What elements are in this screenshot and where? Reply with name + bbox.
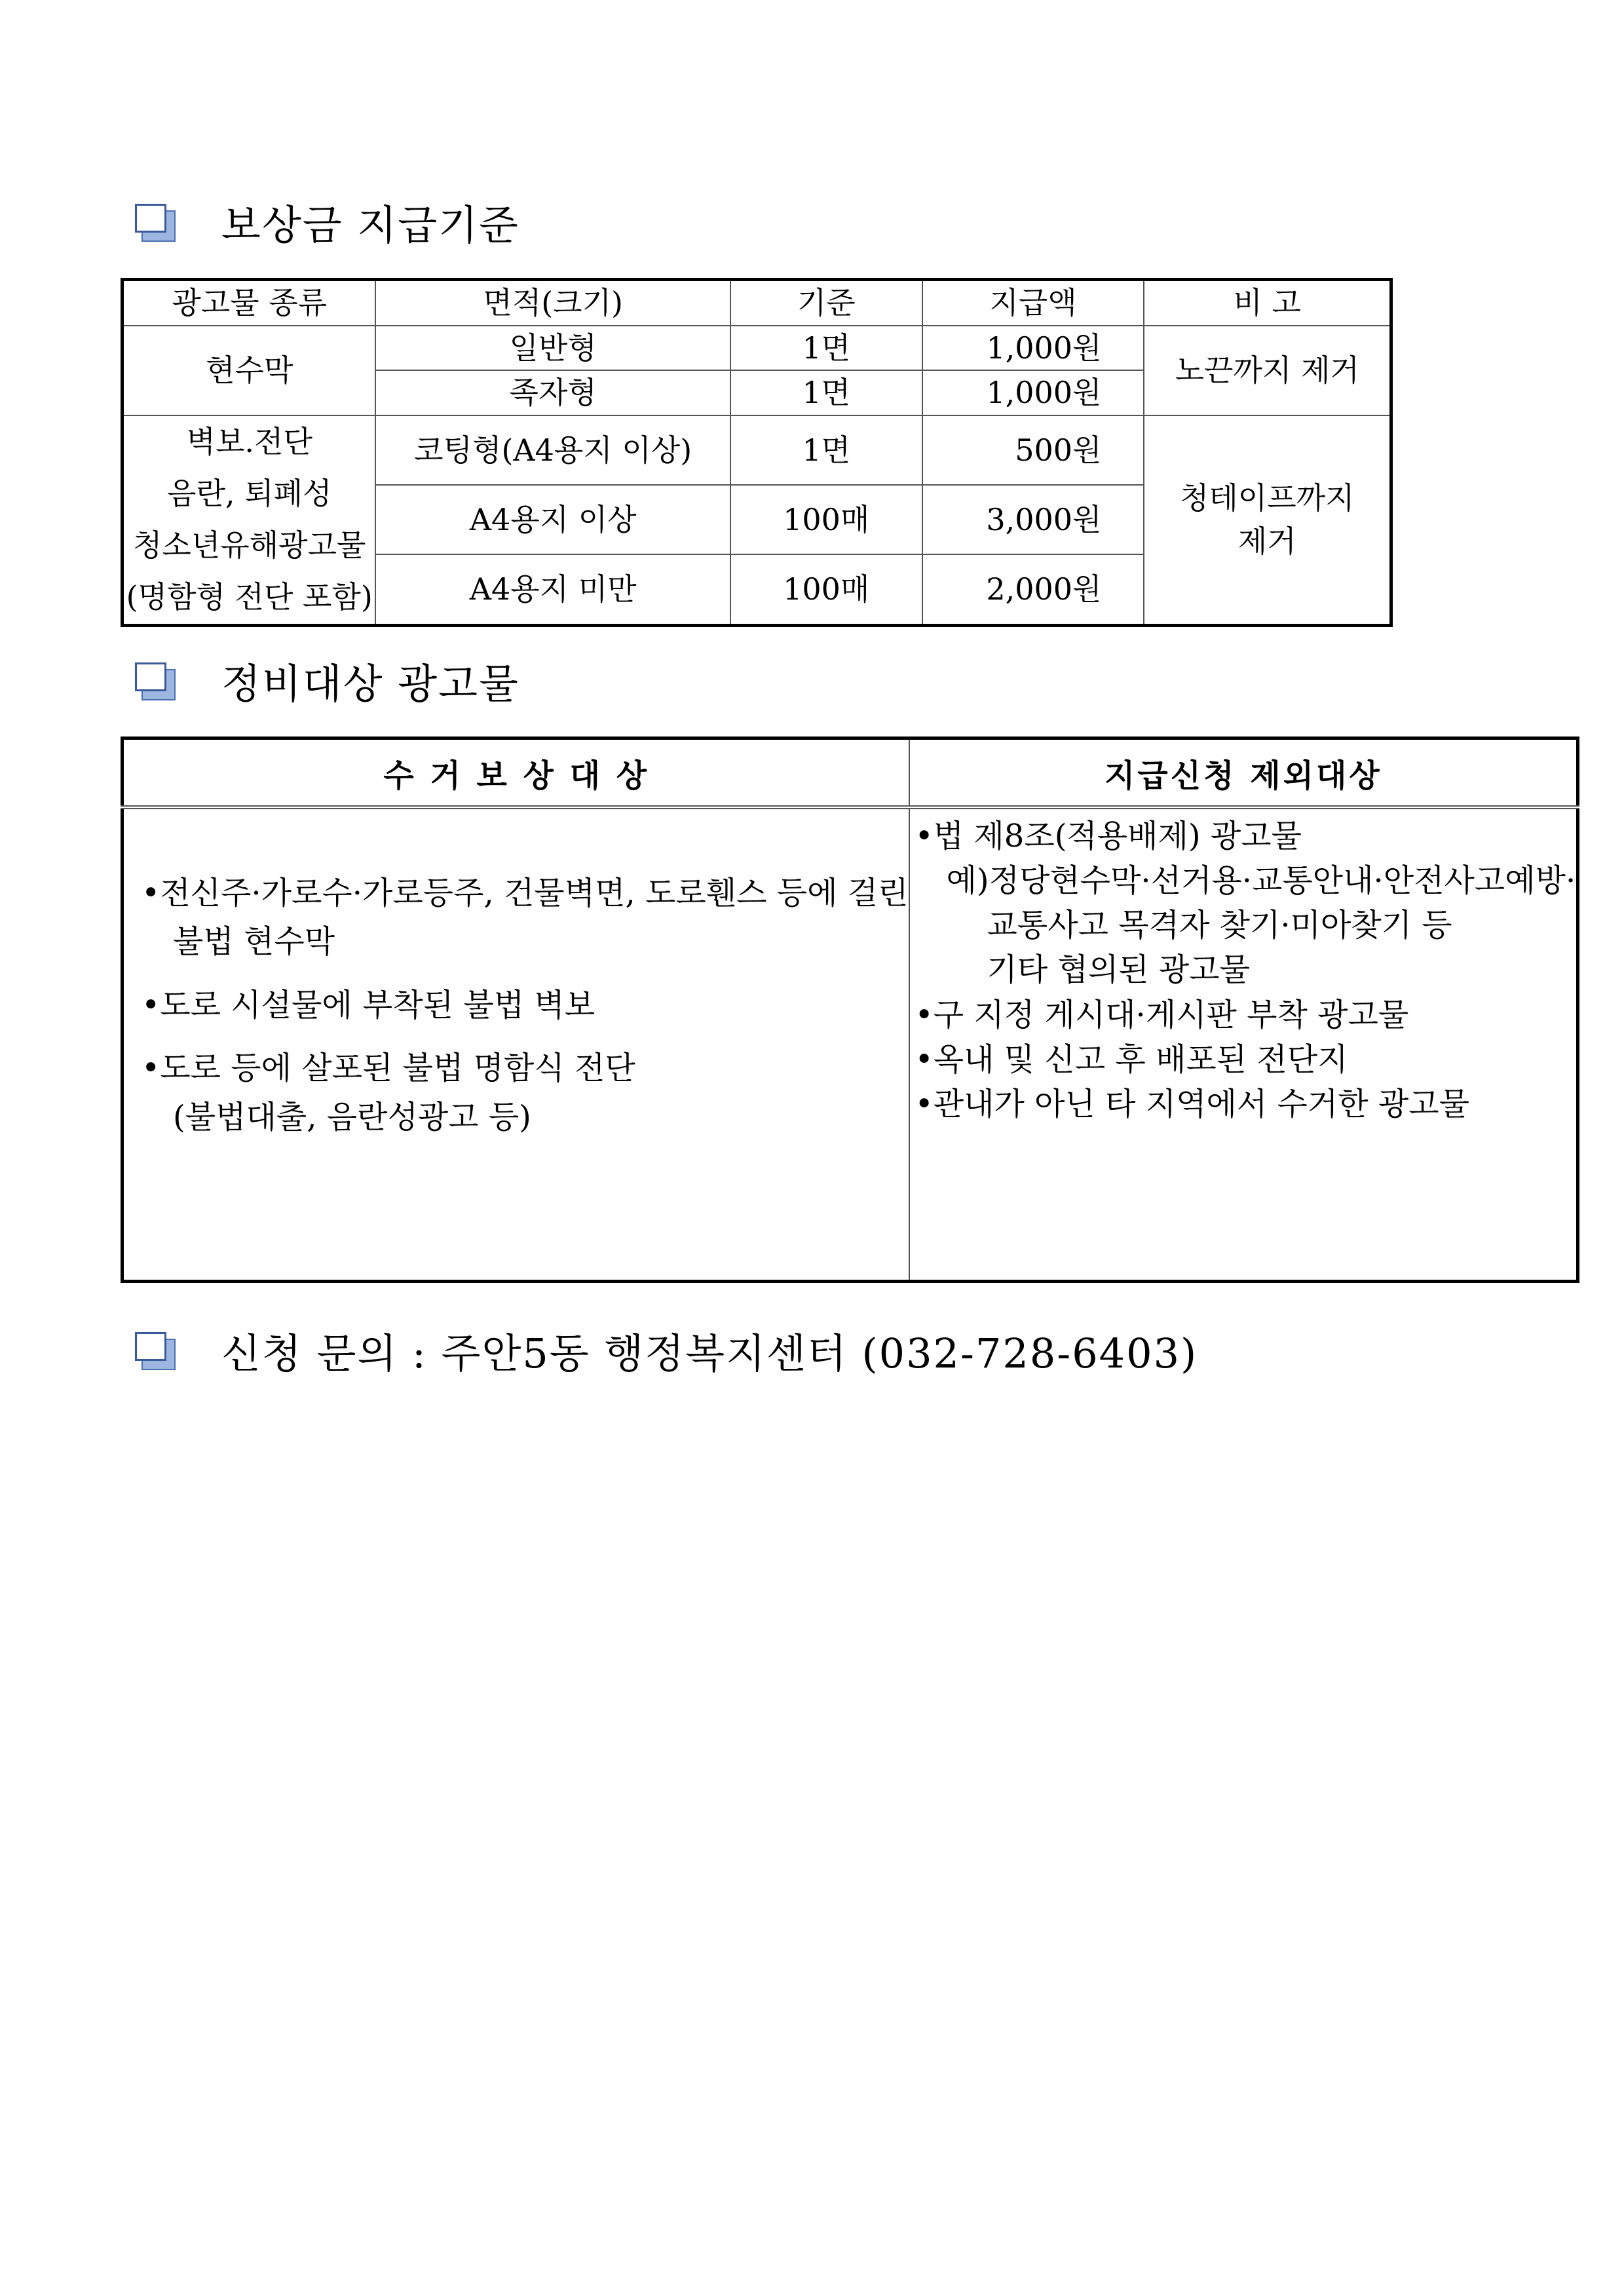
amount-cell: 3,000원 [922, 485, 1144, 554]
section-title: 보상금 지급기준 [221, 201, 519, 249]
unit-cell: 100매 [730, 485, 922, 554]
list-item: •옥내 및 신고 후 배포된 전단지 [915, 1041, 1348, 1078]
type-line: 벽보.전단 [186, 424, 312, 460]
size-cell: A4용지 이상 [375, 485, 730, 554]
header-note: 비 고 [1144, 280, 1391, 326]
type-line: 음란, 퇴폐성 [167, 476, 332, 512]
list-item: 불법 현수막 [173, 923, 335, 961]
amount-cell: 1,000원 [922, 370, 1144, 415]
section-heading-inquiry [135, 1321, 1198, 1379]
unit-cell: 100매 [730, 554, 922, 625]
amount-cell: 1,000원 [922, 326, 1144, 371]
list-item: •도로 시설물에 부착된 불법 벽보 [142, 986, 595, 1024]
square-bullet-icon [135, 1332, 176, 1369]
list-item: •구 지정 게시대·게시판 부착 광고물 [915, 996, 1409, 1033]
size-cell: A4용지 미만 [375, 554, 730, 625]
amount-cell: 2,000원 [922, 554, 1144, 625]
note-cell: 노끈까지 제거 [1144, 326, 1391, 415]
table-row [123, 326, 1391, 371]
compensation-table [121, 278, 1393, 627]
list-item: •도로 등에 살포된 불법 명함식 전단 [142, 1050, 635, 1087]
header-amount: 지급액 [922, 280, 1144, 326]
targets-header-row [123, 738, 1578, 808]
square-bullet-icon [135, 204, 176, 240]
type-line: (명함형 전단 포함) [126, 579, 373, 615]
type-line: 청소년유해광고물 [132, 527, 366, 564]
inquiry-text: 신청 문의 : 주안5동 행정복지센터 (032-728-6403) [221, 1330, 1198, 1377]
note-line: 제거 [1237, 524, 1296, 560]
section-heading-targets [135, 651, 519, 710]
table-row [123, 415, 1391, 485]
size-cell: 족자형 [375, 370, 730, 415]
list-item: •법 제8조(적용배제) 광고물 [915, 818, 1302, 854]
list-item: 예)정당현수막·선거용·교통안내·안전사고예방· [946, 862, 1576, 900]
targets-table [121, 737, 1579, 1283]
header-collection-targets: 수 거 보 상 대 상 [123, 738, 910, 808]
header-criteria: 기준 [730, 280, 922, 326]
section-heading-compensation [135, 193, 519, 251]
unit-cell: 1면 [730, 370, 922, 415]
list-item: 교통사고 목격자 찾기·미아찾기 등 [987, 907, 1452, 944]
section-title: 정비대상 광고물 [221, 660, 519, 708]
list-item: •관내가 아닌 타 지역에서 수거한 광고물 [915, 1085, 1469, 1122]
ad-type-banner: 현수막 [123, 326, 376, 415]
header-size: 면적(크기) [375, 280, 730, 326]
unit-cell: 1면 [730, 326, 922, 371]
square-bullet-icon [135, 662, 176, 699]
list-item: (불법대출, 음란성광고 등) [173, 1098, 531, 1136]
unit-cell: 1면 [730, 415, 922, 485]
header-excluded-targets: 지급신청 제외대상 [909, 738, 1577, 808]
size-cell: 코팅형(A4용지 이상) [375, 415, 730, 485]
list-item: •전신주·가로수·가로등주, 건물벽면, 도로휀스 등에 걸린 [142, 875, 909, 911]
table-header-row [123, 280, 1391, 326]
amount-cell: 500원 [922, 415, 1144, 485]
collection-targets-cell [123, 807, 910, 1282]
excluded-targets-cell [909, 807, 1577, 1282]
list-item: 기타 협의된 광고물 [987, 951, 1250, 989]
ad-type-poster-flyer [123, 415, 376, 625]
note-line: 청테이프까지 [1179, 480, 1355, 516]
note-cell [1144, 415, 1391, 625]
size-cell: 일반형 [375, 326, 730, 371]
header-ad-type: 광고물 종류 [123, 280, 376, 326]
